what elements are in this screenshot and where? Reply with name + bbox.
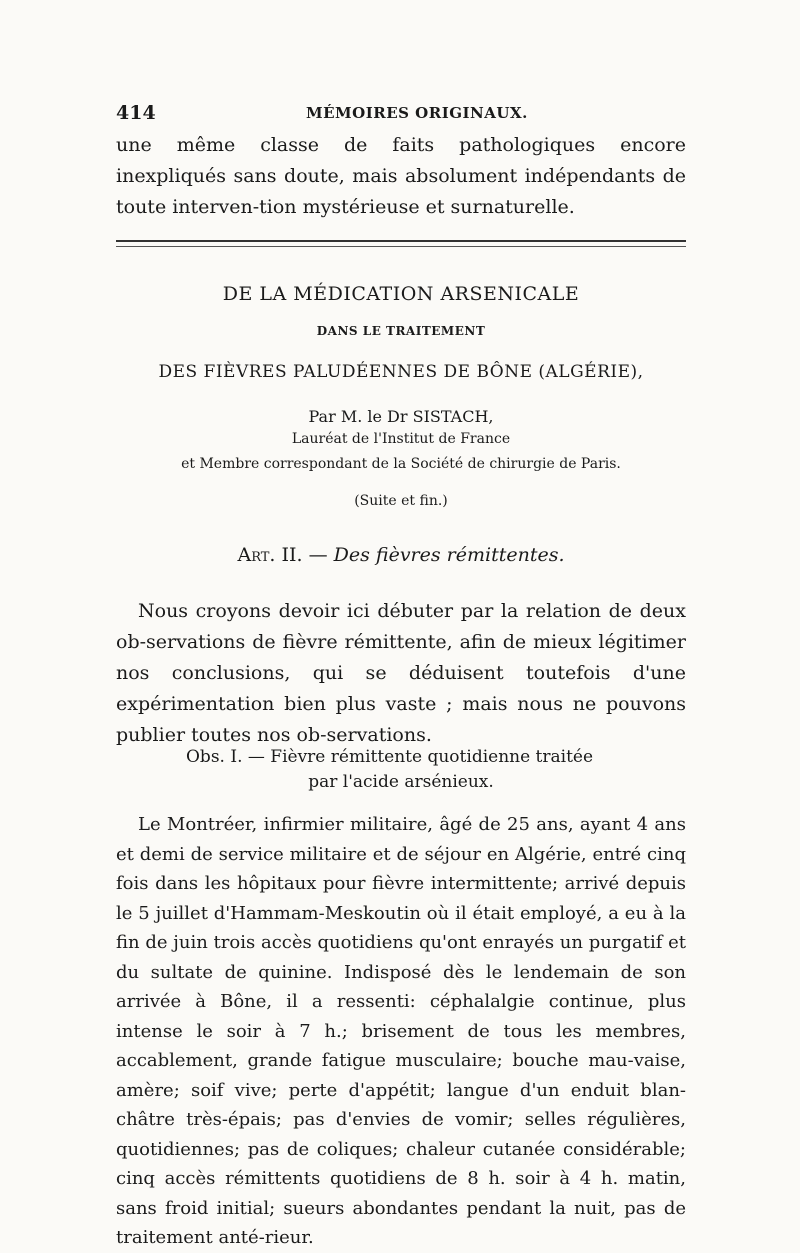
observation-label-line-2: par l'acide arsénieux. (308, 772, 494, 792)
paragraph-2: Le Montréer, infirmier militaire, âgé de 25 ans, ayant 4 ans et demi de service militaire et de séjour en Algérie, entré cinq fois dans les hôpitaux pour fièvre intermittente; arrivé depuis le 5 juillet d'Hammam-Meskoutin où il était employé, a eu à la fin de juin trois accès quotidiens qu'ont enrayés un purgatif et du sultate de quinine. Indisposé dès le lendemain de son arrivée à Bône, il a ressenti: céphalalgie continue, plus intense le soir à 7 h.; brisement de tous les membres, accablement, grande fatigue musculaire; bouche mau-vaise, amère; soif vive; perte d'appétit; langue d'un enduit blan-châtre très-épais; pas d'envies de vomir; selles régulières, quotidiennes; pas de coliques; chaleur cutanée considérable; cinq accès rémittents quotidiens de 8 h. soir à 4 h. matin, sans froid initial; sueurs abondantes pendant la nuit, pas de traitement anté-rieur. (116, 814, 686, 1248)
paragraph-1: Nous croyons devoir ici débuter par la relation de deux ob-servations de fièvre rémittente, afin de mieux légitimer nos conclusions, qui se déduisent toutefois d'une expérimentation bien plus vaste ; mais nous ne pouvons publier toutes nos ob-servations. (116, 600, 686, 746)
double-rule-top (116, 240, 686, 242)
article-title: DE LA MÉDICATION ARSENICALE (222, 283, 580, 305)
continuation-note: (Suite et fin.) (354, 493, 448, 509)
running-title: MÉMOIRES ORIGINAUX. (306, 104, 528, 122)
section-title: Des fièvres rémittentes. (333, 544, 565, 566)
section-prefix: Art. II. — (237, 544, 334, 566)
page-number: 414 (116, 102, 156, 124)
author-line: Par M. le Dr SISTACH, (308, 407, 494, 426)
running-head (116, 102, 686, 126)
author-affiliation-2: et Membre correspondant de la Société de chirurgie de Paris. (181, 456, 621, 472)
intro-paragraph: une même classe de faits pathologiques encore inexpliqués sans doute, mais absolument indépendants de toute interven-tion mystérieuse et surnaturelle. (116, 134, 686, 218)
author-affiliation-1: Lauréat de l'Institut de France (291, 431, 511, 447)
article-subtitle: DANS LE TRAITEMENT (316, 324, 486, 338)
double-rule-bottom (116, 246, 686, 247)
observation-label: Obs. I. — Fièvre rémittente quotidienne traitée (186, 747, 594, 767)
section-heading (116, 544, 686, 566)
article-subtitle-2: DES FIÈVRES PALUDÉENNES DE BÔNE (ALGÉRIE), (158, 362, 644, 382)
